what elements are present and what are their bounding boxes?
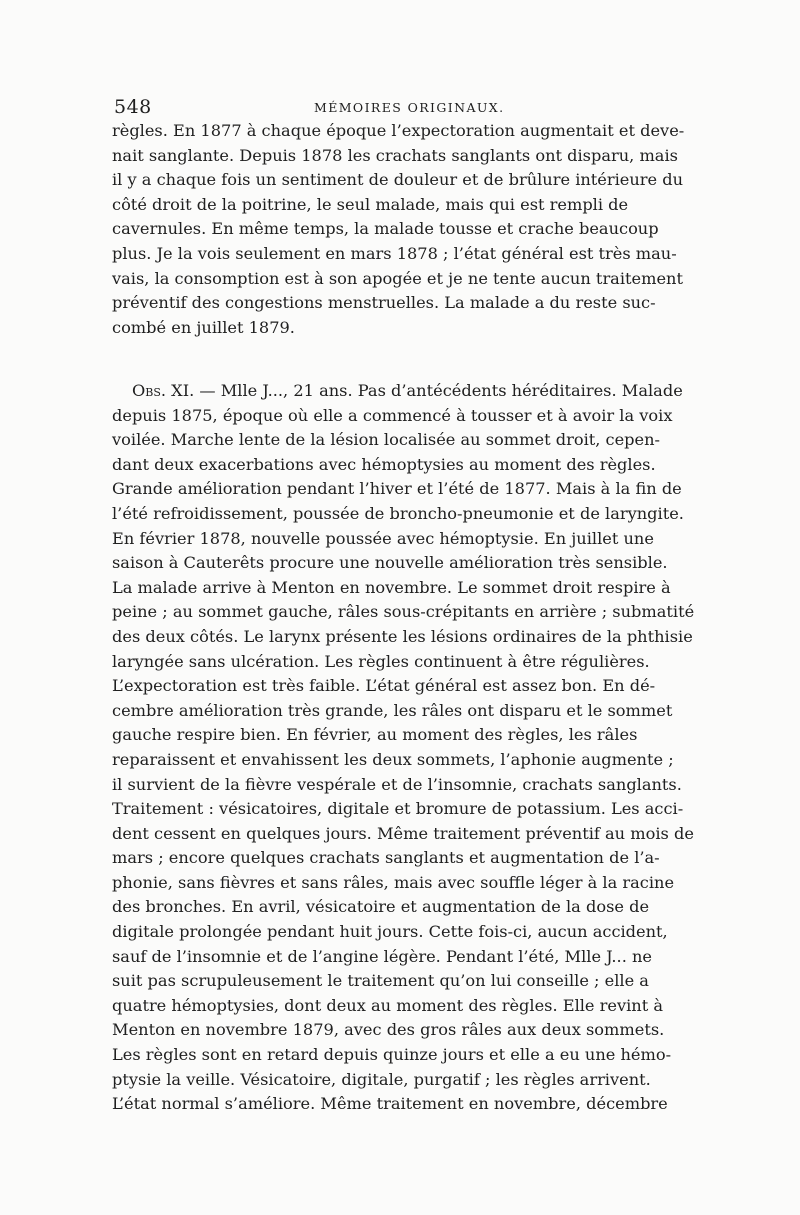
text-line: règles. En 1877 à chaque époque l’expectoration augmentait et deve- bbox=[112, 121, 685, 140]
text-line: plus. Je la vois seulement en mars 1878 ; l’état général est très mau- bbox=[112, 243, 677, 263]
text-line: cembre amélioration très grande, les râles ont disparu et le sommet bbox=[112, 700, 673, 720]
text-line: suit pas scrupuleusement le traitement qu’on lui conseille ; elle a bbox=[112, 971, 649, 991]
running-title: MÉMOIRES ORIGINAUX. bbox=[314, 100, 505, 115]
text-line: quatre hémoptysies, dont deux au moment des règles. Elle revint à bbox=[112, 995, 664, 1015]
text-line: depuis 1875, époque où elle a commencé à tousser et à avoir la voix bbox=[112, 405, 673, 425]
text-line: Grande amélioration pendant l’hiver et l’été de 1877. Mais à la fin de bbox=[112, 479, 682, 499]
text-line: il y a chaque fois un sentiment de douleur et de brûlure intérieure du bbox=[112, 170, 684, 190]
text-line: En février 1878, nouvelle poussée avec hémoptysie. En juillet une bbox=[112, 528, 654, 548]
paragraph-continued bbox=[112, 119, 686, 340]
text-line: des deux côtés. Le larynx présente les lésions ordinaires de la phthisie bbox=[112, 626, 693, 646]
text-line: Les règles sont en retard depuis quinze jours et elle a eu une hémo- bbox=[112, 1045, 672, 1065]
text-line: préventif des congestions menstruelles. La malade a du reste suc- bbox=[112, 293, 656, 313]
text-line: peine ; au sommet gauche, râles sous-crépitants en arrière ; submatité bbox=[112, 602, 695, 622]
text-line: Menton en novembre 1879, avec des gros râles aux deux sommets. bbox=[112, 1020, 665, 1040]
text-line: dent cessent en quelques jours. Même traitement préventif au mois de bbox=[112, 823, 694, 843]
text-line: digitale prolongée pendant huit jours. Cette fois-ci, aucun accident, bbox=[112, 922, 668, 942]
text-line: ptysie la veille. Vésicatoire, digitale, purgatif ; les règles arrivent. bbox=[112, 1069, 651, 1089]
text-line: La malade arrive à Menton en novembre. Le sommet droit respire à bbox=[112, 577, 671, 597]
text-line: cavernules. En même temps, la malade tousse et crache beaucoup bbox=[112, 219, 659, 239]
text-line: il survient de la fièvre vespérale et de l’insomnie, crachats sanglants. bbox=[112, 774, 682, 794]
text-line: phonie, sans fièvres et sans râles, mais avec souffle léger à la racine bbox=[112, 872, 675, 892]
text-line: dant deux exacerbations avec hémoptysies au moment des règles. bbox=[112, 454, 656, 474]
text-line: combé en juillet 1879. bbox=[112, 317, 295, 337]
text-line: L’expectoration est très faible. L’état général est assez bon. En dé- bbox=[112, 676, 656, 696]
text-line: reparaissent et envahissent les deux sommets, l’aphonie augmente ; bbox=[112, 749, 674, 769]
text-line: côté droit de la poitrine, le seul malade, mais qui est rempli de bbox=[112, 194, 629, 214]
text-line-first bbox=[112, 379, 686, 404]
observation-intro: — Mlle J..., 21 ans. Pas d’antécédents héréditaires. Malade bbox=[194, 381, 683, 400]
text-line: laryngée sans ulcération. Les règles continuent à être régulières. bbox=[112, 651, 650, 671]
text-line: mars ; encore quelques crachats sanglants et augmentation de l’a- bbox=[112, 848, 660, 868]
text-line: l’été refroidissement, poussée de broncho-pneumonie et de laryngite. bbox=[112, 503, 684, 523]
text-line: nait sanglante. Depuis 1878 les crachats sanglants ont disparu, mais bbox=[112, 145, 678, 165]
observation-xi-paragraph bbox=[112, 379, 695, 1117]
text-line: vais, la consomption est à son apogée et je ne tente aucun traitement bbox=[112, 268, 683, 288]
text-line: Traitement : vésicatoires, digitale et bromure de potassium. Les acci- bbox=[112, 799, 684, 819]
text-line: L’état normal s’améliore. Même traitement en novembre, décembre bbox=[112, 1094, 668, 1114]
text-line: voilée. Marche lente de la lésion localisée au sommet droit, cepen- bbox=[112, 430, 661, 450]
text-line: des bronches. En avril, vésicatoire et augmentation de la dose de bbox=[112, 897, 650, 917]
text-line: sauf de l’insomnie et de l’angine légère. Pendant l’été, Mlle J... ne bbox=[112, 946, 652, 966]
text-line: saison à Cauterêts procure une nouvelle amélioration très sensible. bbox=[112, 553, 668, 573]
page-number: 548 bbox=[114, 96, 152, 118]
observation-label: Obs. XI. bbox=[132, 381, 195, 400]
text-line: gauche respire bien. En février, au moment des règles, les râles bbox=[112, 725, 638, 745]
